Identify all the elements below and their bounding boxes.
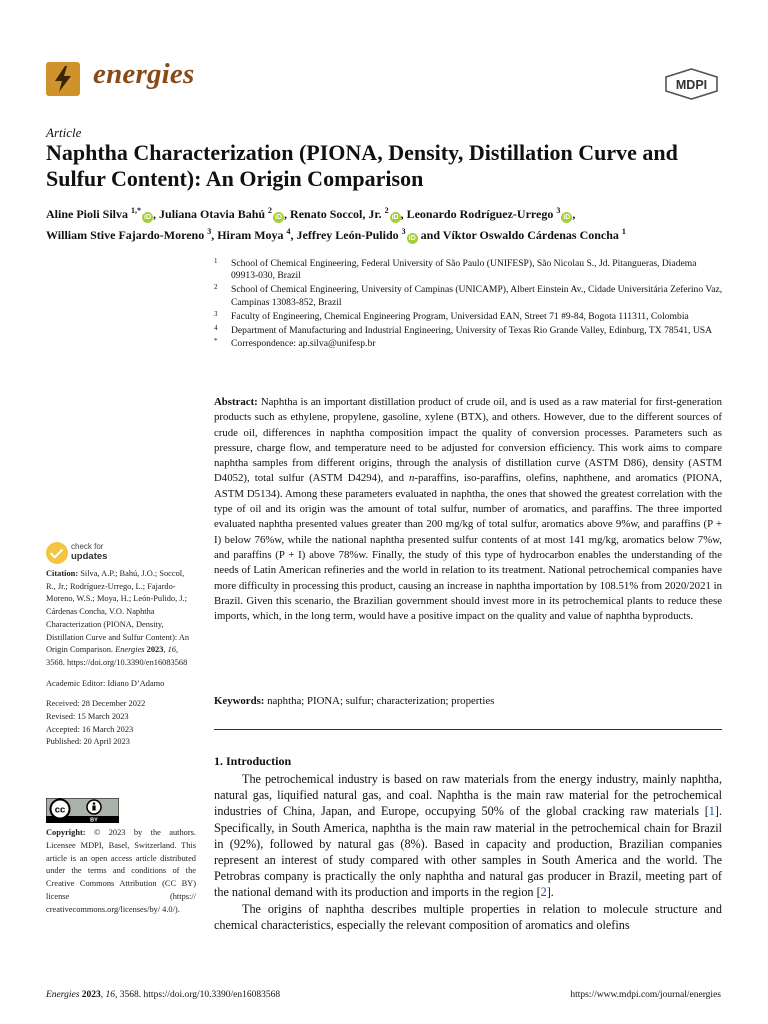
- date-received: Received: 28 December 2022: [46, 699, 146, 709]
- svg-text:cc: cc: [54, 804, 66, 816]
- sidebar-info: [46, 568, 196, 749]
- footer-volume: 16: [105, 990, 116, 1000]
- citation-doi: , 3568. https://doi.org/10.3390/en16083568: [46, 645, 188, 667]
- affiliation-item: [214, 338, 724, 350]
- orcid-icon[interactable]: iD: [408, 235, 416, 242]
- orcid-icon[interactable]: iD: [144, 214, 152, 221]
- introduction-body: [214, 771, 722, 933]
- svg-text:BY: BY: [90, 817, 98, 823]
- keywords-label: Keywords:: [214, 695, 265, 707]
- affiliation-number: *: [214, 337, 218, 346]
- footer-doi: , 3568. https://doi.org/10.3390/en16083568: [115, 990, 281, 1000]
- footer-journal: Energies: [46, 990, 80, 1000]
- check-for-updates-button[interactable]: [46, 542, 126, 566]
- affiliation-text: School of Chemical Engineering, University of Campinas (UNICAMP), Albert Einstein Av., Cidade Universitária Zeferino Vaz, Campinas 13083-852, Brazil: [231, 284, 723, 308]
- keywords: [214, 694, 722, 709]
- abstract-text-2: -paraffins, iso-paraffins, olefins, naphthene, and aromatics (PIONA, ASTM D5134). Among these parameters evaluated in naphtha, the ones that showed the greatest correlation with the type of oil and its origin was the amount of total sulfur, number of aromatics, and paraffins. The three imported evaluated naphtha presented values greater than 200 mg/kg of total sulfur, aromatics above 9%w, and paraffins (P + I) below 76%w, while the national naphtha presented sulfur contents of at most 141 mg/kg, aromatics below 7%w, and paraffins (P + I) above 78%w. Finally, the study of this type of hydrocarbon enables the understanding of the needs of Latin American refineries and the world in relation to its treatment. National petrochemical companies have more difficulty in processing this product, causing an increase in naphtha importation by 108.51% from 2020/2021 in Brazil. Given this scenario, the Brazilian government should invest more in its petrochemical plants to reduce these imports, which, in the long term, would have a positive impact on the quality and value of naphtha byproducts.: [214, 472, 722, 623]
- citation-label: Citation:: [46, 569, 79, 578]
- author-name: Juliana Otavia Bahú $^2$: [159, 206, 273, 221]
- author-affiliation-marker: 4: [286, 227, 291, 236]
- citation: Citation: Silva, A.P.; Bahú, J.O.; Soccol, R., Jr.; Rodríguez-Urrego, L.; Fajardo-Moreno, W.S.; Moya, H.; León-Pulido, J.; Cárdenas Concha, V.O. Naphtha Characterization (PIONA, Density, Distillation Curve and Sulfur Content): An Origin Comparison. Energies 2023, 16, 3568. https://doi.org/10.3390/en16083568: [46, 569, 190, 667]
- affiliation-item: [214, 325, 724, 337]
- orcid-icon[interactable]: iD: [275, 214, 283, 221]
- affiliation-item: [214, 258, 724, 283]
- abstract: [214, 395, 722, 624]
- citation-volume: 16: [167, 645, 176, 655]
- abstract-italic-n: n: [409, 472, 415, 485]
- check-updates-label-1: check for: [71, 542, 104, 551]
- cc-by-license-icon[interactable]: [46, 798, 119, 823]
- section-heading-introduction: 1. Introduction: [214, 754, 292, 768]
- author-name: Jeffrey León-Pulido $^3$: [296, 227, 406, 242]
- author-affiliation-marker: 3: [556, 206, 561, 215]
- affiliation-text: Faculty of Engineering, Chemical Engineering Program, Universidad EAN, Street 71 #9-84, Bogota 111311, Colombia: [231, 310, 689, 322]
- section-divider: [214, 729, 722, 730]
- intro-p1-text-b: ]. Specifically, in South America, naphtha is the main raw material in the petrochemical chain for Brazil in (92%), followed by natural gas (8%). Based in capacity and production, Brazilian companies represent an interest of study compared with other samples in South America and the world. The Petrobras company is practically the only naphtha and natural gas producer in Brazil, meeting part of the national demand with its production and imports in the region [: [214, 804, 722, 900]
- author-affiliation-marker: 1,*: [131, 206, 142, 215]
- author-affiliation-marker: 2: [268, 206, 273, 215]
- affiliation-number: 3: [214, 309, 218, 318]
- intro-paragraph-2: The origins of naphtha describes multiple properties in relation to molecule structure and chemical characteristics, especially the relevant composition of aromatics and olefins: [214, 901, 722, 932]
- citation-journal: Energies: [115, 645, 145, 655]
- author-affiliation-marker: 2: [384, 206, 389, 215]
- copyright-notice: [46, 827, 196, 917]
- author-list: Aline Pioli Silva $^{1,*}$iD , Juliana Otavia Bahú $^2$iD , Renato Soccol, Jr. $^2$iD , Leonardo Rodríguez-Urrego $^3$iD , William Stive Fajardo-Moreno $^3$, Hiram Moya $^4$, Jeffrey León-Pulido $^3$iD and Víktor Oswaldo Cárdenas Concha $^1$: [46, 206, 626, 242]
- footer-journal-url[interactable]: https://www.mdpi.com/journal/energies: [570, 990, 721, 1000]
- reference-link-2[interactable]: 2: [540, 885, 547, 900]
- affiliation-number: 2: [214, 283, 218, 292]
- copyright-label: Copyright:: [46, 828, 86, 837]
- affiliations: [214, 258, 724, 352]
- article-type: Article: [46, 125, 82, 140]
- author-affiliation-marker: 1: [621, 227, 626, 236]
- affiliation-text: Correspondence: ap.silva@unifesp.br: [231, 338, 376, 350]
- check-updates-label-2: updates: [71, 551, 108, 562]
- keywords-text: naphtha; PIONA; sulfur; characterization; properties: [267, 695, 495, 707]
- affiliation-number: 1: [214, 257, 218, 265]
- citation-text: Silva, A.P.; Bahú, J.O.; Soccol, R., Jr.; Rodríguez-Urrego, L.; Fajardo-Moreno, W.S.; Moya, H.; León-Pulido, J.; Cárdenas Concha, V.O. Naphtha Characterization (PIONA, Density, Distillation Curve and Sulfur Content): An Origin Comparison.: [46, 569, 190, 655]
- date-revised: Revised: 15 March 2023: [46, 712, 129, 722]
- mdpi-logo-icon: [664, 68, 719, 100]
- footer-year: 2023: [81, 990, 101, 1000]
- author-affiliation-marker: 3: [207, 227, 212, 236]
- orcid-icon[interactable]: iD: [563, 214, 571, 221]
- intro-paragraph-1: [214, 771, 722, 901]
- affiliation-text: School of Chemical Engineering, Federal University of São Paulo (UNIFESP), São Nicolau S., Jd. Pitangueras, Diadema 09913-030, Brazil: [231, 258, 697, 282]
- date-accepted: Accepted: 16 March 2023: [46, 724, 134, 734]
- copyright-text: © 2023 by the authors. Licensee MDPI, Basel, Switzerland. This article is an open access article distributed under the terms and conditions of the Creative Commons Attribution (CC BY) license (https:// creativecommons.org/licenses/by/ 4.0/).: [46, 828, 197, 914]
- citation-year: 2023: [146, 645, 164, 655]
- author-name: Renato Soccol, Jr. $^2$: [290, 206, 389, 221]
- author-name: Leonardo Rodríguez-Urrego $^3$: [406, 206, 561, 221]
- author-name: Hiram Moya $^4$: [217, 227, 291, 242]
- academic-editor: Academic Editor: Idiano D’Adamo: [46, 678, 165, 688]
- affiliation-item: [214, 311, 724, 323]
- journal-name: energies: [93, 58, 195, 90]
- journal-logo-icon: [46, 62, 80, 96]
- affiliation-number: 4: [214, 323, 218, 332]
- abstract-text-1: Naphtha is an important distillation product of crude oil, and is used as a raw material for first-generation products such as ethylene, propylene, gasoline, xylene (BTX), and others. However, due to the different sources of crude oil, differences in naphtha composition impact the quality of conversion processes. Parameters such as pressure, charge flow, and temperature need to be adjusted for conversion efficiency. This work aims to compare naphtha samples from different origins, through the analysis of distillation curve (ASTM D86), density (ASTM D4052), total sulfur (ASTM D4294), and: [214, 396, 722, 485]
- author-name: Víktor Oswaldo Cárdenas Concha $^1$: [442, 227, 626, 242]
- reference-link-1[interactable]: 1: [708, 804, 715, 819]
- orcid-icon[interactable]: iD: [391, 214, 399, 221]
- footer-citation: Energies 2023, 16, 3568. https://doi.org/10.3390/en16083568: [46, 990, 281, 1000]
- affiliation-item: [214, 284, 724, 309]
- author-name: William Stive Fajardo-Moreno $^3$: [46, 227, 212, 242]
- intro-p1-text-c: ].: [546, 885, 554, 900]
- authors-connector: and: [417, 228, 443, 242]
- article-title: Naphtha Characterization (PIONA, Density, Distillation Curve and Sulfur Content): An Origin Comparison: [46, 140, 678, 191]
- abstract-label: Abstract:: [214, 396, 258, 408]
- date-published: Published: 20 April 2023: [46, 737, 130, 747]
- affiliation-text: Department of Manufacturing and Industrial Engineering, University of Texas Rio Grande Valley, Edinburg, TX 78541, USA: [231, 324, 713, 336]
- check-updates-icon: [46, 542, 68, 564]
- author-affiliation-marker: 3: [401, 227, 406, 236]
- author-name: Aline Pioli Silva $^{1,*}$: [46, 206, 142, 221]
- intro-p1-text-a: The petrochemical industry is based on raw materials from the energy industry, mainly naphtha, natural gas, liquified natural gas, and coal. Naphtha is the main raw material for the petrochemical industries of China, Japan, and Europe, occupying 50% of the global cracking raw materials [: [214, 772, 722, 819]
- svg-text:MDPI: MDPI: [675, 78, 708, 92]
